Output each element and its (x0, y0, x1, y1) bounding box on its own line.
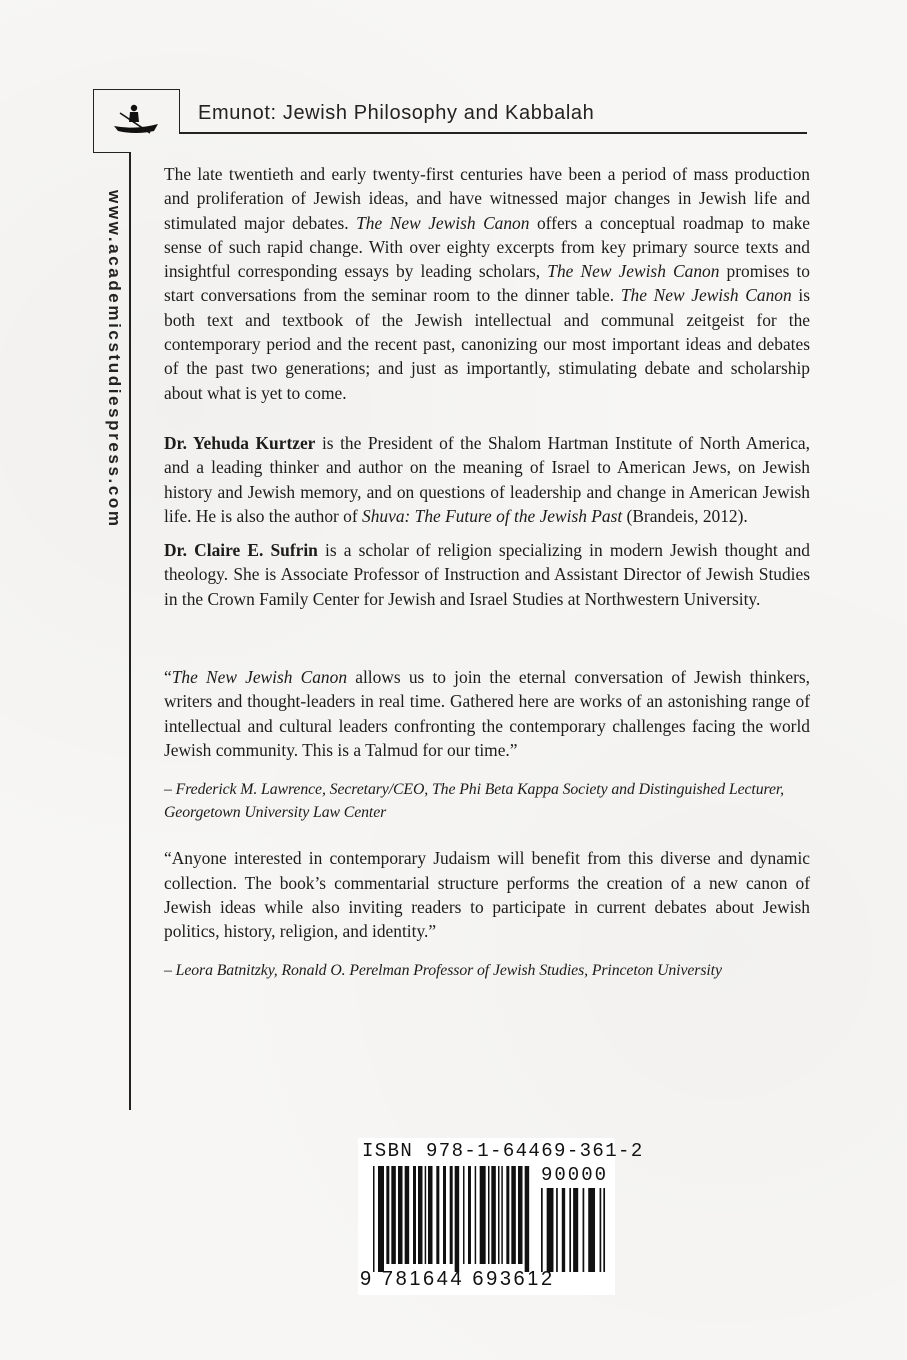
ean-number: 9 781644 693612 (360, 1268, 555, 1290)
book-title: The New Jewish Canon (547, 261, 720, 282)
endorsement-attribution-1: – Frederick M. Lawrence, Secretary/CEO, The Phi Beta Kappa Society and Distinguished Lecturer, Georgetown University Law Center (164, 781, 785, 822)
publisher-url: www.academicstudiespress.com (105, 190, 124, 529)
price-code: 90000 (541, 1164, 609, 1186)
frame-corner-line (93, 152, 129, 153)
isbn-number: ISBN 978-1-64469-361-2 (362, 1140, 644, 1162)
book-title: The New Jewish Canon (620, 285, 792, 306)
endorsement-quote-2: “Anyone interested in contemporary Judaism will benefit from this diverse and dynamic collection. The book’s commentarial structure performs the creation of a new canon of Jewish ideas while also inviting readers to participate in current debates about Jewish politics, history, religion, and identity.” (164, 848, 810, 942)
endorsement-quote-1: “The New Jewish Canon allows us to join the eternal conversation of Jewish thinkers, writers and thought-leaders in real time. Gathered here are works of an astonishing range of intellectual and cultural leaders confronting the contemporary challenges facing the world Jewish community. This is a Talmud for our time.” (164, 667, 810, 760)
barcode-bars-icon (373, 1166, 533, 1272)
frame-top-line (93, 89, 179, 90)
barcode-addon-bars-icon (541, 1188, 609, 1272)
series-title: Emunot: Jewish Philosophy and Kabbalah (198, 102, 595, 124)
author-name: Dr. Claire E. Sufrin (164, 540, 318, 561)
isbn-barcode (358, 1138, 644, 1295)
frame-vertical-rule (129, 152, 131, 1110)
header-divider (179, 89, 180, 133)
author-name: Dr. Yehuda Kurtzer (164, 432, 316, 453)
book-description: The late twentieth and early twenty-first centuries have been a period of mass production and proliferation of Jewish ideas, and have witnessed major changes in Jewish life and stimulated major debates. The New Jewish Canon offers a conceptual roadmap to make sense of such rapid change. With over eighty excerpts from key primary source texts and insightful corresponding essays by leading scholars, The New Jewish Canon promises to start conversations from the seminar room to the dinner table. The New Jewish Canon is both text and textbook of the Jewish intellectual and communal zeitgeist for the contemporary period and the recent past, canonizing our most important ideas and debates of the past two generations; and just as importantly, stimulating debate and scholarship about what is yet to come. (164, 164, 810, 403)
back-cover-text (164, 162, 810, 1004)
publisher-logo-icon (110, 102, 162, 146)
other-book-title: Shuva: The Future of the Jewish Past (362, 505, 623, 526)
author-bio-sufrin: Dr. Claire E. Sufrin is a scholar of religion specializing in modern Jewish thought and theology. She is Associate Professor of Instruction and Assistant Director of Jewish Studies in the Crown Family Center for Jewish and Israel Studies at Northwestern University. (164, 540, 811, 609)
book-title: The New Jewish Canon (356, 212, 530, 233)
author-bio-kurtzer: Dr. Yehuda Kurtzer is the President of the Shalom Hartman Institute of North America, and a leading thinker and author on the meaning of Israel to American Jews, on Jewish history and Jewish memory, and on questions of leadership and change in American Jewish life. He is also the author of Shuva: The Future of the Jewish Past (Brandeis, 2012). (164, 432, 810, 526)
header-rule (179, 132, 807, 134)
endorsement-attribution-2: – Leora Batnitzky, Ronald O. Perelman Professor of Jewish Studies, Princeton University (164, 962, 722, 980)
frame-left-line (93, 89, 94, 153)
book-title: The New Jewish Canon (171, 667, 348, 688)
